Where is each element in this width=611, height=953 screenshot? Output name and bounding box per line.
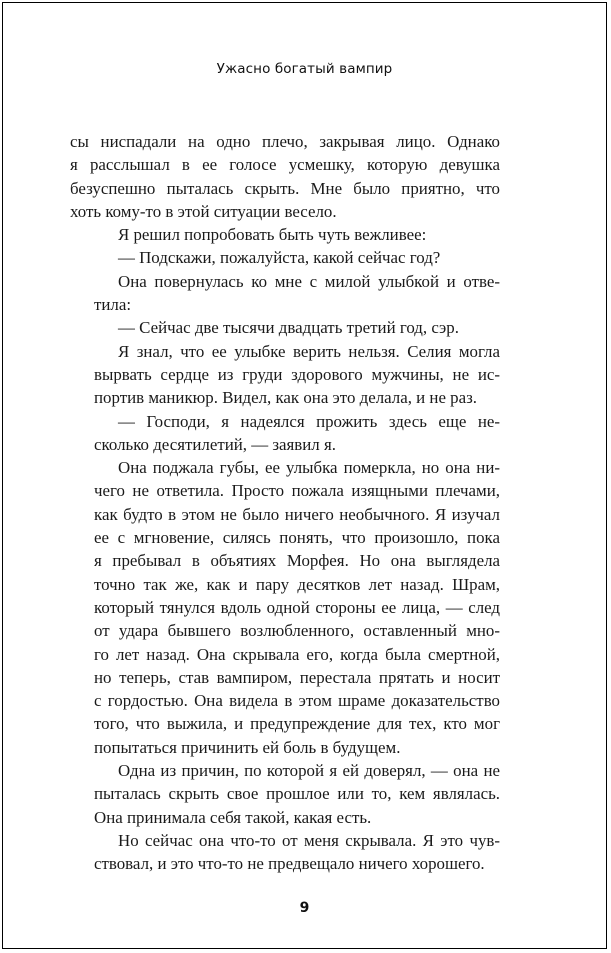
paragraph: [70, 223, 500, 246]
text-line: Она принимала себя такой, какая есть.: [94, 807, 372, 827]
text-line: — Подскажи, пожалуйста, какой сейчас год?: [118, 248, 441, 268]
paragraph: [70, 340, 500, 410]
paragraph: [70, 130, 500, 223]
text-line: Она повернулась ко мне с милой улыбкой и отве-: [118, 271, 500, 291]
text-line: того, что выжила, и предупреждение для тех, кто мог: [94, 714, 500, 734]
text-line: безуспешно пыталась скрыть. Мне было приятно, что: [70, 178, 500, 198]
text-line: попытаться причинить ей боль в будущем.: [94, 737, 401, 757]
text-line: Я знал, что ее улыбке верить нельзя. Селия могла: [118, 341, 500, 361]
text-line: который тянулся вдоль одной стороны ее лица, — след: [94, 597, 500, 617]
book-page: [2, 2, 607, 949]
paragraph: [70, 410, 500, 457]
text-line: я расслышал в ее голосе усмешку, которую девушка: [70, 155, 500, 175]
paragraph: [70, 316, 500, 339]
running-head: Ужасно богатый вампир: [216, 61, 393, 77]
paragraph: [70, 456, 500, 759]
text-line: Одна из причин, по которой я ей доверял, — она не: [118, 761, 500, 781]
text-line: Но сейчас она что-то от меня скрывала. Я это чув-: [118, 830, 500, 850]
paragraph: [70, 759, 500, 829]
body-text: [70, 130, 500, 876]
text-line: с гордостью. Она видела в этом шраме доказательство: [94, 691, 500, 711]
paragraph: [70, 829, 500, 876]
text-line: вырвать сердце из груди здорового мужчины, не ис-: [94, 364, 500, 384]
text-line: от удара бывшего возлюбленного, оставленный мно-: [94, 621, 500, 641]
text-line: чего не ответила. Просто пожала изящными плечами,: [94, 481, 500, 501]
text-line: сы ниспадали на одно плечо, закрывая лицо. Однако: [70, 132, 500, 151]
text-line: ее с мгновение, силясь понять, что произошло, пока: [94, 528, 500, 548]
text-line: ствовал, и это что-то не предвещало ничего хорошего.: [94, 854, 485, 874]
text-line: но теперь, став вампиром, перестала прятать и носит: [94, 667, 500, 687]
text-line: Она поджала губы, ее улыбка померкла, но она ни-: [118, 458, 500, 478]
text-line: хоть кому-то в этой ситуации весело.: [70, 201, 337, 221]
text-line: точно так же, как и пару десятков лет назад. Шрам,: [94, 574, 500, 594]
text-line: портив маникюр. Видел, как она это делала, и не раз.: [94, 388, 478, 408]
text-line: го лет назад. Она скрывала его, когда была смертной,: [94, 644, 500, 664]
text-line: как будто в этом не было ничего необычного. Я изучал: [94, 504, 500, 524]
text-line: сколько десятилетий, — заявил я.: [94, 434, 336, 454]
paragraph: [70, 246, 500, 269]
page-number: 9: [299, 900, 310, 916]
text-line: — Господи, я надеялся прожить здесь еще не-: [118, 411, 500, 431]
text-line: — Сейчас две тысячи двадцать третий год, сэр.: [118, 318, 459, 338]
text-line: я пребывал в объятиях Морфея. Но она выглядела: [94, 551, 500, 571]
paragraph: [70, 270, 500, 317]
text-line: Я решил попробовать быть чуть вежливее:: [118, 225, 427, 245]
text-line: тила:: [94, 295, 132, 315]
text-line: пыталась скрыть свое прошлое или то, кем являлась.: [94, 784, 500, 804]
